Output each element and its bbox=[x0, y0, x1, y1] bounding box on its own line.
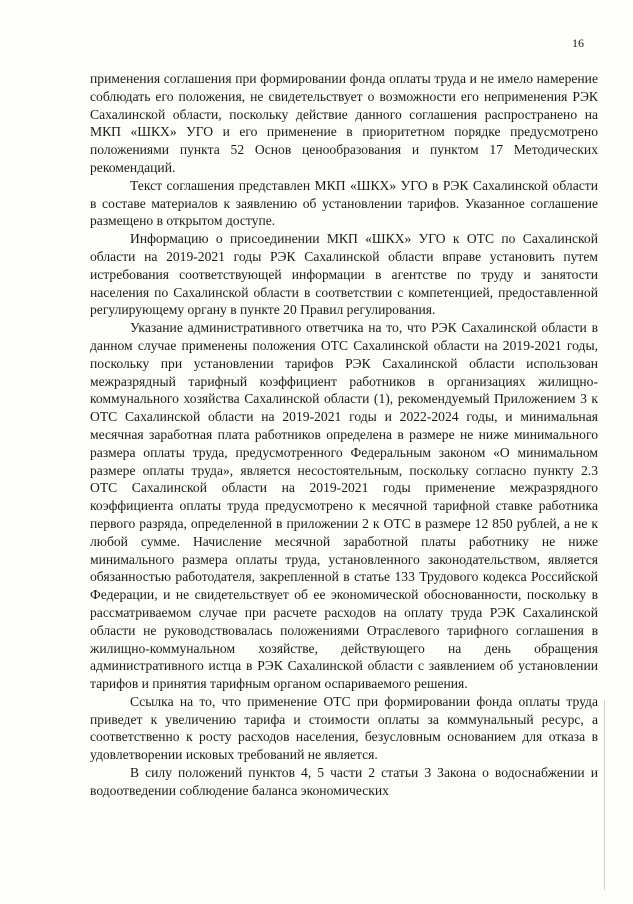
page-number: 16 bbox=[572, 36, 584, 50]
paragraph-continuation: применения соглашения при формировании фонда оплаты труда и не имело намерение соблюдать его положения, не свидетельствует о возможности его неприменения РЭК Сахалинской области, поскольку действие данного соглашения распространено на МКП «ШКХ» УГО и его применение в приоритетном порядке предусмотрено положениями пункта 52 Основ ценообразования и пунктом 17 Методических рекомендаций. bbox=[90, 71, 598, 175]
body-text bbox=[90, 70, 598, 800]
paragraph: Текст соглашения представлен МКП «ШКХ» УГО в РЭК Сахалинской области в составе материалов к заявлению об установлении тарифов. Указанное соглашение размещено в открытом доступе. bbox=[90, 177, 598, 229]
paragraph: В силу положений пунктов 4, 5 части 2 статьи 3 Закона о водоснабжении и водоотведении соблюдение баланса экономических bbox=[90, 765, 598, 798]
paragraph: Ссылка на то, что применение ОТС при формировании фонда оплаты труда приведет к увеличению тарифа и стоимости оплаты за коммунальный ресурс, а соответственно к росту расходов населения, безусловным основанием для отказа в удовлетворении исковых требований не является. bbox=[90, 693, 598, 763]
paragraph: Информацию о присоединении МКП «ШКХ» УГО к ОТС по Сахалинской области на 2019-2021 годы РЭК Сахалинской области вправе установить путем истребования соответствующей информации в агентстве по труду и занятости населения по Сахалинской области в соответствии с компетенцией, предоставленной регулирующему органу в пункте 20 Правил регулирования. bbox=[90, 231, 598, 318]
paragraph: Указание административного ответчика на то, что РЭК Сахалинской области в данном случае применены положения ОТС Сахалинской области на 2019-2021 годы, поскольку при установлении тарифов РЭК Сахалинской области использован межразрядный тарифный коэффициент работников в организациях жилищно-коммунального хозяйства Сахалинской области (1), рекомендуемый Приложением 3 к ОТС Сахалинской области на 2019-2021 годы и 2022-2024 годы, и минимальная месячная заработная плата работников определена в размере не ниже минимального размера оплаты труда, предусмотренного Федеральным законом «О минимальном размере оплаты труда», является несостоятельным, поскольку согласно пункту 2.3 ОТС Сахалинской области на 2019-2021 годы применение межразрядного коэффициента оплаты труда предусмотрено к месячной тарифной ставке работника первого разряда, определенной в приложении 2 к ОТС в размере 12 850 рублей, а не к любой сумме. Начисление месячной заработной платы работнику не ниже минимального размера оплаты труда, установленного законодательством, является обязанностью работодателя, закрепленной в статье 133 Трудового кодекса Российской Федерации, и не свидетельствует об ее экономической обоснованности, поскольку в рассматриваемом случае при расчете расходов на оплату труда РЭК Сахалинской области не руководствовалась положениями Отраслевого тарифного соглашения в жилищно-коммунальном хозяйстве, действующего на день обращения административного истца в РЭК Сахалинской области с заявлением об установлении тарифов и принятия тарифным органом оспариваемого решения. bbox=[90, 320, 598, 692]
scan-edge-line bbox=[604, 700, 605, 890]
